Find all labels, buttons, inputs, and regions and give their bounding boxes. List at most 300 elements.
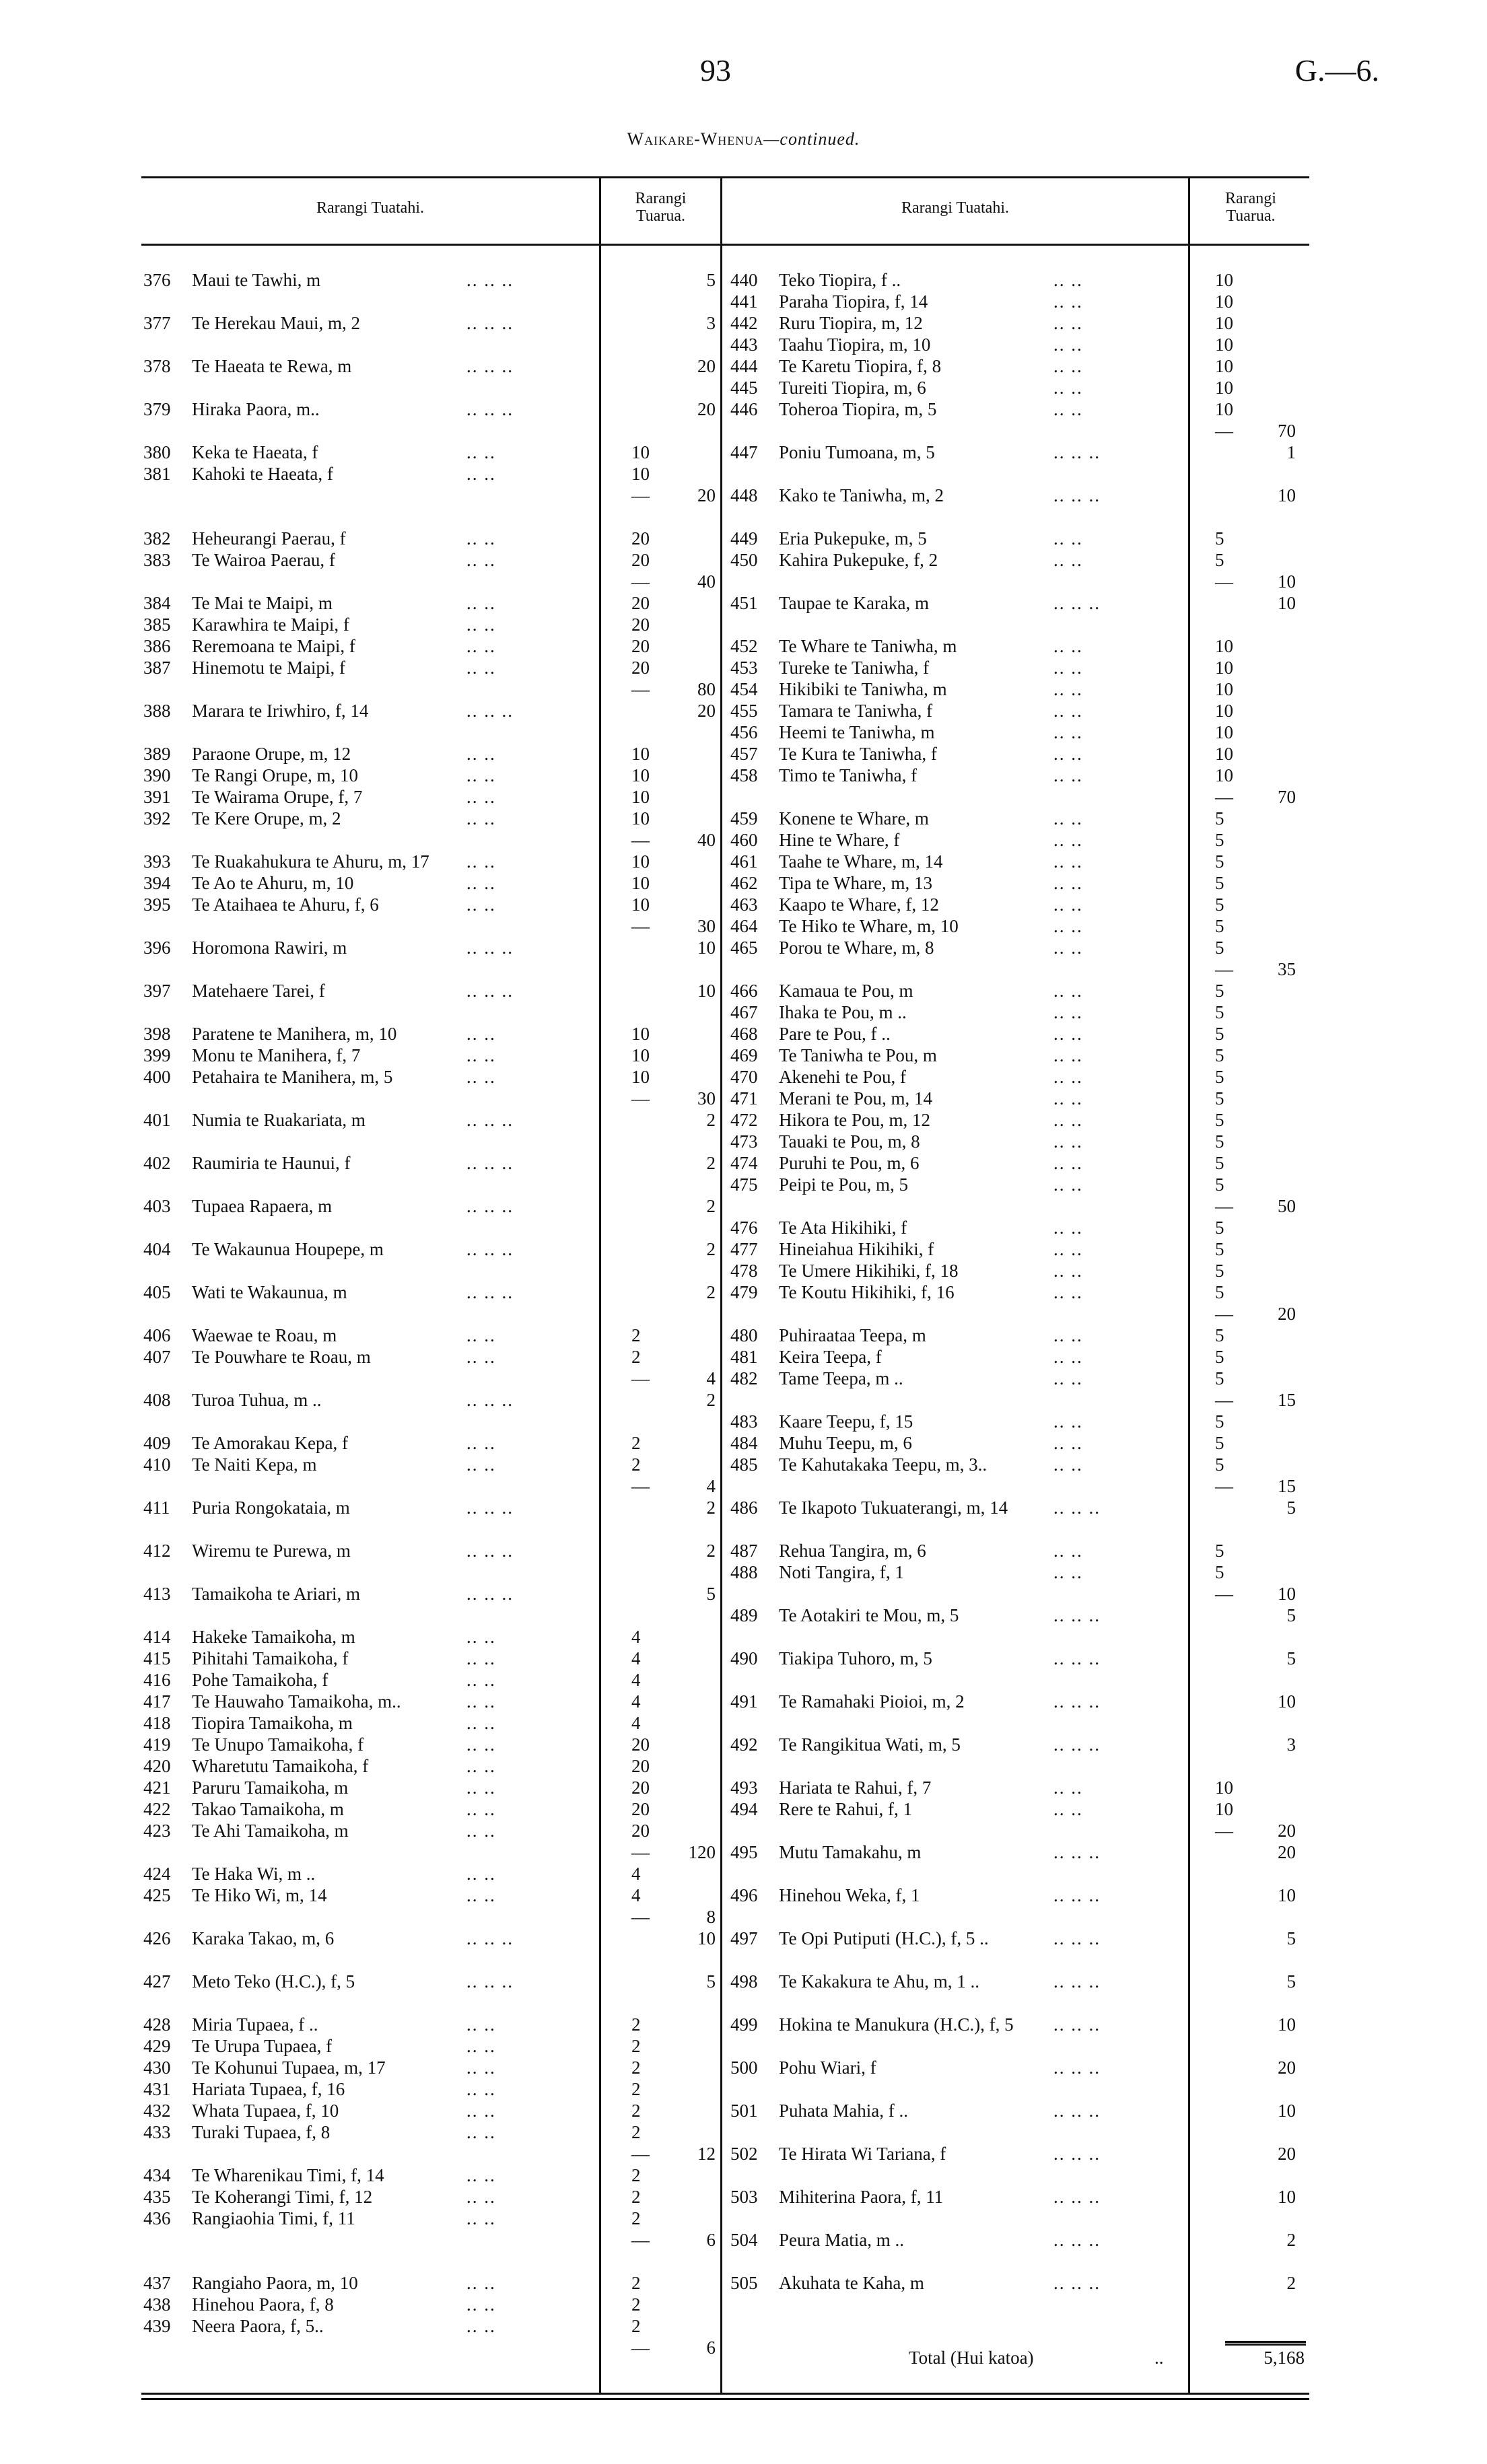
right-row bbox=[730, 786, 1309, 808]
left-leader-dots: .. .. bbox=[466, 2101, 496, 2121]
left-subtotal-dash: — bbox=[631, 571, 650, 592]
right-entry-number: 503 bbox=[730, 2187, 758, 2207]
right-leader-dots: .. .. bbox=[1053, 916, 1083, 936]
right-share-value: 5 bbox=[1215, 1368, 1224, 1388]
left-entry-name: Te Koherangi Timi, f, 12 bbox=[192, 2187, 373, 2207]
right-entry-name: Te Umere Hikihiki, f, 18 bbox=[779, 1261, 959, 1281]
left-row bbox=[143, 1389, 716, 1411]
left-row bbox=[143, 2014, 716, 2035]
left-leader-dots: .. .. bbox=[466, 1756, 496, 1776]
left-leader-dots: .. .. bbox=[466, 1885, 496, 1905]
left-entry-name: Hinehou Paora, f, 8 bbox=[192, 2294, 334, 2315]
right-entry-number: 487 bbox=[730, 1541, 758, 1561]
right-share-total: 3 bbox=[1286, 1734, 1296, 1755]
left-share-value: 20 bbox=[631, 550, 650, 570]
right-leader-dots: .. .. bbox=[1053, 1411, 1083, 1432]
right-leader-dots: .. .. bbox=[1053, 722, 1083, 742]
left-entry-name: Hakeke Tamaikoha, m bbox=[192, 1627, 355, 1647]
right-entry-name: Puruhi te Pou, m, 6 bbox=[779, 1153, 920, 1173]
left-entry-number: 389 bbox=[143, 744, 171, 764]
left-leader-dots: .. .. bbox=[466, 2122, 496, 2142]
left-subtotal-value: 4 bbox=[706, 1368, 716, 1388]
left-share-total: 5 bbox=[706, 1584, 716, 1604]
right-entry-number: 456 bbox=[730, 722, 758, 742]
left-entry-number: 407 bbox=[143, 1347, 171, 1367]
right-row bbox=[730, 894, 1309, 915]
right-leader-dots: .. .. bbox=[1053, 1433, 1083, 1453]
right-entry-number: 498 bbox=[730, 1971, 758, 1992]
left-row bbox=[143, 1841, 716, 1863]
left-row bbox=[143, 1368, 716, 1389]
right-leader-dots: .. .. bbox=[1053, 1799, 1083, 1819]
left-row bbox=[143, 2100, 716, 2121]
left-share-value: 2 bbox=[631, 2273, 641, 2293]
right-row bbox=[730, 312, 1309, 334]
left-leader-dots: .. .. bbox=[466, 873, 496, 893]
left-row bbox=[143, 2208, 716, 2229]
left-leader-dots: .. .. .. bbox=[466, 1390, 514, 1410]
right-entry-number: 477 bbox=[730, 1239, 758, 1259]
left-share-value: 4 bbox=[631, 1713, 641, 1733]
right-row bbox=[730, 1023, 1309, 1045]
right-entry-name: Te Koutu Hikihiki, f, 16 bbox=[779, 1282, 955, 1302]
left-row bbox=[143, 269, 716, 291]
right-entry-name: Te Aotakiri te Mou, m, 5 bbox=[779, 1605, 959, 1625]
left-subtotal-value: 30 bbox=[697, 916, 716, 936]
right-row bbox=[730, 420, 1309, 442]
right-entry-number: 452 bbox=[730, 636, 758, 656]
left-entry-number: 435 bbox=[143, 2187, 171, 2207]
right-entry-name: Tiakipa Tuhoro, m, 5 bbox=[779, 1648, 932, 1668]
left-leader-dots: .. .. bbox=[466, 2187, 496, 2207]
left-entry-number: 386 bbox=[143, 636, 171, 656]
left-share-value: 10 bbox=[631, 851, 650, 872]
left-leader-dots: .. .. bbox=[466, 2294, 496, 2315]
left-leader-dots: .. .. bbox=[466, 787, 496, 807]
right-leader-dots: .. .. .. bbox=[1053, 1842, 1101, 1862]
right-subtotal-value: 50 bbox=[1278, 1196, 1296, 1216]
right-share-value: 10 bbox=[1215, 378, 1233, 398]
left-share-value: 2 bbox=[631, 2101, 641, 2121]
left-entry-number: 398 bbox=[143, 1024, 171, 1044]
right-leader-dots: .. .. bbox=[1053, 1368, 1083, 1388]
left-leader-dots: .. .. bbox=[466, 808, 496, 829]
right-row bbox=[730, 1798, 1309, 1820]
left-entry-number: 384 bbox=[143, 593, 171, 613]
left-row bbox=[143, 678, 716, 700]
left-leader-dots: .. .. bbox=[466, 658, 496, 678]
right-share-value: 5 bbox=[1215, 873, 1224, 893]
left-entry-number: 400 bbox=[143, 1067, 171, 1087]
left-entry-name: Miria Tupaea, f .. bbox=[192, 2014, 318, 2035]
left-entry-number: 413 bbox=[143, 1584, 171, 1604]
left-row bbox=[143, 2272, 716, 2294]
right-leader-dots: .. .. bbox=[1053, 550, 1083, 570]
left-share-value: 20 bbox=[631, 614, 650, 635]
right-entry-number: 484 bbox=[730, 1433, 758, 1453]
left-share-total: 10 bbox=[697, 1928, 716, 1948]
right-share-value: 5 bbox=[1215, 830, 1224, 850]
left-share-total: 2 bbox=[706, 1153, 716, 1173]
left-leader-dots: .. .. .. bbox=[466, 1541, 514, 1561]
left-row bbox=[143, 463, 716, 485]
right-row bbox=[730, 1368, 1309, 1389]
left-leader-dots: .. .. bbox=[466, 1821, 496, 1841]
left-entry-number: 431 bbox=[143, 2079, 171, 2099]
left-share-value: 2 bbox=[631, 2316, 641, 2336]
left-row bbox=[143, 2057, 716, 2078]
right-entry-number: 463 bbox=[730, 894, 758, 915]
left-row bbox=[143, 1238, 716, 1260]
total-rule bbox=[1225, 2341, 1306, 2346]
right-share-value: 10 bbox=[1215, 722, 1233, 742]
left-row bbox=[143, 571, 716, 592]
left-entry-number: 430 bbox=[143, 2057, 171, 2078]
left-subtotal-dash: — bbox=[631, 2144, 650, 2164]
left-entry-name: Petahaira te Manihera, m, 5 bbox=[192, 1067, 393, 1087]
left-subtotal-value: 30 bbox=[697, 1088, 716, 1108]
right-entry-number: 490 bbox=[730, 1648, 758, 1668]
right-subtotal-value: 20 bbox=[1278, 1304, 1296, 1324]
right-entry-name: Pare te Pou, f .. bbox=[779, 1024, 891, 1044]
right-entry-number: 457 bbox=[730, 744, 758, 764]
right-entry-name: Kako te Taniwha, m, 2 bbox=[779, 485, 944, 505]
right-entry-name: Hine te Whare, f bbox=[779, 830, 900, 850]
left-share-total: 5 bbox=[706, 1971, 716, 1992]
right-entry-name: Ihaka te Pou, m .. bbox=[779, 1002, 907, 1022]
left-share-value: 20 bbox=[631, 1777, 650, 1798]
right-entry-number: 495 bbox=[730, 1842, 758, 1862]
right-leader-dots: .. .. bbox=[1053, 938, 1083, 958]
left-entry-name: Te Wairoa Paerau, f bbox=[192, 550, 335, 570]
left-entry-name: Wharetutu Tamaikoha, f bbox=[192, 1756, 369, 1776]
left-share-total: 10 bbox=[697, 938, 716, 958]
right-share-total: 10 bbox=[1278, 1885, 1296, 1905]
left-row bbox=[143, 1626, 716, 1648]
right-row bbox=[730, 1109, 1309, 1131]
left-entry-number: 411 bbox=[143, 1498, 170, 1518]
left-subtotal-value: 6 bbox=[706, 2230, 716, 2250]
right-entry-number: 488 bbox=[730, 1562, 758, 1582]
right-entry-name: Kahira Pukepuke, f, 2 bbox=[779, 550, 938, 570]
left-share-value: 10 bbox=[631, 765, 650, 785]
right-row bbox=[730, 980, 1309, 1001]
right-share-value: 10 bbox=[1215, 658, 1233, 678]
left-entry-name: Monu te Manihera, f, 7 bbox=[192, 1045, 361, 1065]
left-share-value: 4 bbox=[631, 1885, 641, 1905]
left-entry-number: 385 bbox=[143, 614, 171, 635]
left-row bbox=[143, 808, 716, 829]
right-share-value: 10 bbox=[1215, 679, 1233, 699]
left-share-total: 3 bbox=[706, 313, 716, 333]
left-entry-number: 406 bbox=[143, 1325, 171, 1345]
left-entry-number: 423 bbox=[143, 1821, 171, 1841]
left-entry-number: 439 bbox=[143, 2316, 171, 2336]
left-entry-name: Te Kohunui Tupaea, m, 17 bbox=[192, 2057, 386, 2078]
right-entry-name: Akenehi te Pou, f bbox=[779, 1067, 906, 1087]
right-share-value: 10 bbox=[1215, 1799, 1233, 1819]
right-leader-dots: .. .. .. bbox=[1053, 1734, 1101, 1755]
left-leader-dots: .. .. bbox=[466, 464, 496, 484]
left-share-value: 2 bbox=[631, 2208, 641, 2228]
left-leader-dots: .. .. bbox=[466, 2165, 496, 2185]
left-entry-name: Te Haeata te Rewa, m bbox=[192, 356, 352, 376]
right-entry-name: Paraha Tiopira, f, 14 bbox=[779, 291, 928, 312]
right-row bbox=[730, 1497, 1309, 1518]
right-entry-name: Hikora te Pou, m, 12 bbox=[779, 1110, 930, 1130]
right-share-value: 5 bbox=[1215, 1067, 1224, 1087]
left-entry-number: 414 bbox=[143, 1627, 171, 1647]
left-row bbox=[143, 829, 716, 851]
right-row bbox=[730, 958, 1309, 980]
right-leader-dots: .. .. bbox=[1053, 1045, 1083, 1065]
right-leader-dots: .. .. .. bbox=[1053, 1648, 1101, 1668]
right-share-value: 5 bbox=[1215, 1282, 1224, 1302]
left-leader-dots: .. .. .. bbox=[466, 1584, 514, 1604]
right-subtotal-value: 70 bbox=[1278, 421, 1296, 441]
right-share-value: 5 bbox=[1215, 1131, 1224, 1152]
right-leader-dots: .. .. bbox=[1053, 1282, 1083, 1302]
left-row bbox=[143, 1281, 716, 1303]
right-leader-dots: .. .. .. bbox=[1053, 1928, 1101, 1948]
right-entry-name: Kaapo te Whare, f, 12 bbox=[779, 894, 939, 915]
left-entry-number: 426 bbox=[143, 1928, 171, 1948]
left-row bbox=[143, 635, 716, 657]
right-row bbox=[730, 829, 1309, 851]
right-entry-number: 446 bbox=[730, 399, 758, 419]
left-leader-dots: .. .. bbox=[466, 2014, 496, 2035]
left-leader-dots: .. .. .. bbox=[466, 1153, 514, 1173]
left-entry-number: 382 bbox=[143, 528, 171, 549]
right-entry-number: 497 bbox=[730, 1928, 758, 1948]
right-leader-dots: .. .. bbox=[1053, 981, 1083, 1001]
left-share-value: 10 bbox=[631, 873, 650, 893]
right-leader-dots: .. .. bbox=[1053, 528, 1083, 549]
right-row bbox=[730, 334, 1309, 355]
left-leader-dots: .. .. bbox=[466, 765, 496, 785]
left-entry-number: 388 bbox=[143, 701, 171, 721]
left-entry-number: 378 bbox=[143, 356, 171, 376]
right-row bbox=[730, 2229, 1309, 2251]
left-share-value: 10 bbox=[631, 464, 650, 484]
left-entry-name: Te Rangi Orupe, m, 10 bbox=[192, 765, 359, 785]
right-subtotal-dash: — bbox=[1215, 1390, 1233, 1410]
left-leader-dots: .. .. bbox=[466, 2036, 496, 2056]
left-share-total: 2 bbox=[706, 1498, 716, 1518]
right-entry-name: Rehua Tangira, m, 6 bbox=[779, 1541, 926, 1561]
table-bottom-rule bbox=[141, 2393, 1309, 2395]
right-entry-name: Kamaua te Pou, m bbox=[779, 981, 913, 1001]
left-row bbox=[143, 1777, 716, 1798]
right-entry-number: 461 bbox=[730, 851, 758, 872]
right-subtotal-value: 10 bbox=[1278, 571, 1296, 592]
right-subtotal-dash: — bbox=[1215, 1304, 1233, 1324]
right-entry-name: Eria Pukepuke, m, 5 bbox=[779, 528, 927, 549]
right-share-value: 5 bbox=[1215, 1218, 1224, 1238]
left-leader-dots: .. .. .. bbox=[466, 270, 514, 290]
right-leader-dots: .. .. bbox=[1053, 399, 1083, 419]
right-entry-name: Te Taniwha te Pou, m bbox=[779, 1045, 937, 1065]
left-entry-number: 417 bbox=[143, 1691, 171, 1712]
right-entry-name: Tureke te Taniwha, f bbox=[779, 658, 930, 678]
left-row bbox=[143, 743, 716, 765]
right-entry-number: 499 bbox=[730, 2014, 758, 2035]
left-entry-name: Tamaikoha te Ariari, m bbox=[192, 1584, 361, 1604]
left-sub-header-line1: Rarangi bbox=[635, 190, 687, 207]
left-leader-dots: .. .. bbox=[466, 550, 496, 570]
left-leader-dots: .. .. .. bbox=[466, 1282, 514, 1302]
right-row bbox=[730, 1971, 1309, 1992]
right-entry-number: 450 bbox=[730, 550, 758, 570]
table-bottom-rule-2 bbox=[141, 2398, 1309, 2400]
right-leader-dots: .. .. bbox=[1053, 1325, 1083, 1345]
right-leader-dots: .. .. .. bbox=[1053, 2014, 1101, 2035]
right-entry-number: 502 bbox=[730, 2144, 758, 2164]
left-entry-name: Te Unupo Tamaikoha, f bbox=[192, 1734, 364, 1755]
header-bottom-rule bbox=[141, 244, 1309, 246]
left-entry-number: 438 bbox=[143, 2294, 171, 2315]
left-subtotal-value: 40 bbox=[697, 830, 716, 850]
left-row bbox=[143, 851, 716, 872]
right-share-value: 10 bbox=[1215, 765, 1233, 785]
right-share-value: 10 bbox=[1215, 1777, 1233, 1798]
left-subtotal-value: 6 bbox=[706, 2337, 716, 2358]
right-subtotal-dash: — bbox=[1215, 1584, 1233, 1604]
left-share-value: 10 bbox=[631, 1067, 650, 1087]
right-row bbox=[730, 1540, 1309, 1561]
left-row bbox=[143, 1798, 716, 1820]
right-subtotal-value: 35 bbox=[1278, 959, 1296, 979]
total-label: Total (Hui katoa) bbox=[909, 2348, 1034, 2368]
left-entry-name: Rangiaho Paora, m, 10 bbox=[192, 2273, 358, 2293]
left-leader-dots: .. .. bbox=[466, 1347, 496, 1367]
left-entry-name: Paruru Tamaikoha, m bbox=[192, 1777, 349, 1798]
right-entry-name: Teko Tiopira, f .. bbox=[779, 270, 901, 290]
right-leader-dots: .. .. bbox=[1053, 356, 1083, 376]
right-row bbox=[730, 592, 1309, 614]
left-entry-number: 396 bbox=[143, 938, 171, 958]
left-leader-dots: .. .. .. bbox=[466, 1971, 514, 1992]
right-entry-name: Toheroa Tiopira, m, 5 bbox=[779, 399, 937, 419]
left-entry-number: 379 bbox=[143, 399, 171, 419]
right-share-total: 10 bbox=[1278, 1691, 1296, 1712]
left-entry-number: 391 bbox=[143, 787, 171, 807]
left-row bbox=[143, 2143, 716, 2164]
right-entry-name: Puhata Mahia, f .. bbox=[779, 2101, 908, 2121]
left-row bbox=[143, 980, 716, 1001]
right-leader-dots: .. .. bbox=[1053, 744, 1083, 764]
left-share-total: 20 bbox=[697, 701, 716, 721]
left-share-value: 20 bbox=[631, 636, 650, 656]
left-entry-number: 387 bbox=[143, 658, 171, 678]
left-entry-name: Te Pouwhare te Roau, m bbox=[192, 1347, 371, 1367]
left-entry-number: 415 bbox=[143, 1648, 171, 1668]
right-share-total: 5 bbox=[1286, 1971, 1296, 1992]
left-share-value: 10 bbox=[631, 1045, 650, 1065]
left-leader-dots: .. .. bbox=[466, 1691, 496, 1712]
right-share-value: 5 bbox=[1215, 1541, 1224, 1561]
right-entry-name: Te Kahutakaka Teepu, m, 3.. bbox=[779, 1454, 988, 1475]
right-row bbox=[730, 1389, 1309, 1411]
left-leader-dots: .. .. bbox=[466, 2208, 496, 2228]
right-subtotal-value: 70 bbox=[1278, 787, 1296, 807]
left-entry-number: 399 bbox=[143, 1045, 171, 1065]
left-row bbox=[143, 355, 716, 377]
left-row bbox=[143, 786, 716, 808]
left-subtotal-value: 4 bbox=[706, 1476, 716, 1496]
left-leader-dots: .. .. bbox=[466, 851, 496, 872]
left-share-value: 4 bbox=[631, 1648, 641, 1668]
right-row bbox=[730, 2143, 1309, 2164]
right-subtotal-value: 10 bbox=[1278, 1584, 1296, 1604]
right-leader-dots: .. .. .. bbox=[1053, 485, 1101, 505]
right-entry-name: Porou te Whare, m, 8 bbox=[779, 938, 934, 958]
right-row bbox=[730, 528, 1309, 549]
left-entry-name: Hinemotu te Maipi, f bbox=[192, 658, 345, 678]
right-entry-number: 451 bbox=[730, 593, 758, 613]
right-row bbox=[730, 915, 1309, 937]
right-entry-number: 483 bbox=[730, 1411, 758, 1432]
left-entry-name: Paraone Orupe, m, 12 bbox=[192, 744, 351, 764]
left-leader-dots: .. .. .. bbox=[466, 1110, 514, 1130]
right-row bbox=[730, 1454, 1309, 1475]
left-share-value: 2 bbox=[631, 2079, 641, 2099]
left-entry-name: Numia te Ruakariata, m bbox=[192, 1110, 366, 1130]
right-leader-dots: .. .. bbox=[1053, 1110, 1083, 1130]
right-entry-number: 500 bbox=[730, 2057, 758, 2078]
right-entry-name: Tauaki te Pou, m, 8 bbox=[779, 1131, 920, 1152]
right-share-value: 5 bbox=[1215, 1088, 1224, 1108]
left-entry-name: Tiopira Tamaikoha, m bbox=[192, 1713, 353, 1733]
right-subtotal-dash: — bbox=[1215, 571, 1233, 592]
right-entry-number: 486 bbox=[730, 1498, 758, 1518]
right-leader-dots: .. .. bbox=[1053, 1541, 1083, 1561]
left-entry-name: Te Kere Orupe, m, 2 bbox=[192, 808, 341, 829]
left-entry-number: 432 bbox=[143, 2101, 171, 2121]
right-entry-name: Te Whare te Taniwha, m bbox=[779, 636, 957, 656]
right-row bbox=[730, 549, 1309, 571]
right-entry-number: 469 bbox=[730, 1045, 758, 1065]
left-entry-number: 377 bbox=[143, 313, 171, 333]
right-share-total: 20 bbox=[1278, 2057, 1296, 2078]
right-entry-number: 474 bbox=[730, 1153, 758, 1173]
right-row bbox=[730, 1885, 1309, 1906]
left-row bbox=[143, 1109, 716, 1131]
left-share-value: 2 bbox=[631, 1433, 641, 1453]
right-entry-name: Taupae te Karaka, m bbox=[779, 593, 929, 613]
right-entry-name: Mutu Tamakahu, m bbox=[779, 1842, 922, 1862]
right-entry-number: 465 bbox=[730, 938, 758, 958]
right-entry-number: 479 bbox=[730, 1282, 758, 1302]
right-share-value: 5 bbox=[1215, 1411, 1224, 1432]
left-entry-name: Hariata Tupaea, f, 16 bbox=[192, 2079, 345, 2099]
right-entry-number: 476 bbox=[730, 1218, 758, 1238]
left-entry-name: Turoa Tuhua, m .. bbox=[192, 1390, 322, 1410]
right-row bbox=[730, 1260, 1309, 1281]
right-share-value: 10 bbox=[1215, 744, 1233, 764]
right-share-total: 10 bbox=[1278, 485, 1296, 505]
right-leader-dots: .. .. bbox=[1053, 335, 1083, 355]
right-leader-dots: .. .. bbox=[1053, 851, 1083, 872]
right-leader-dots: .. .. .. bbox=[1053, 2273, 1101, 2293]
section-title-suffix: —continued. bbox=[763, 129, 860, 149]
right-leader-dots: .. .. bbox=[1053, 1562, 1083, 1582]
left-subtotal-value: 20 bbox=[697, 485, 716, 505]
left-share-total: 5 bbox=[706, 270, 716, 290]
left-row bbox=[143, 1583, 716, 1605]
right-entry-number: 496 bbox=[730, 1885, 758, 1905]
left-row bbox=[143, 549, 716, 571]
